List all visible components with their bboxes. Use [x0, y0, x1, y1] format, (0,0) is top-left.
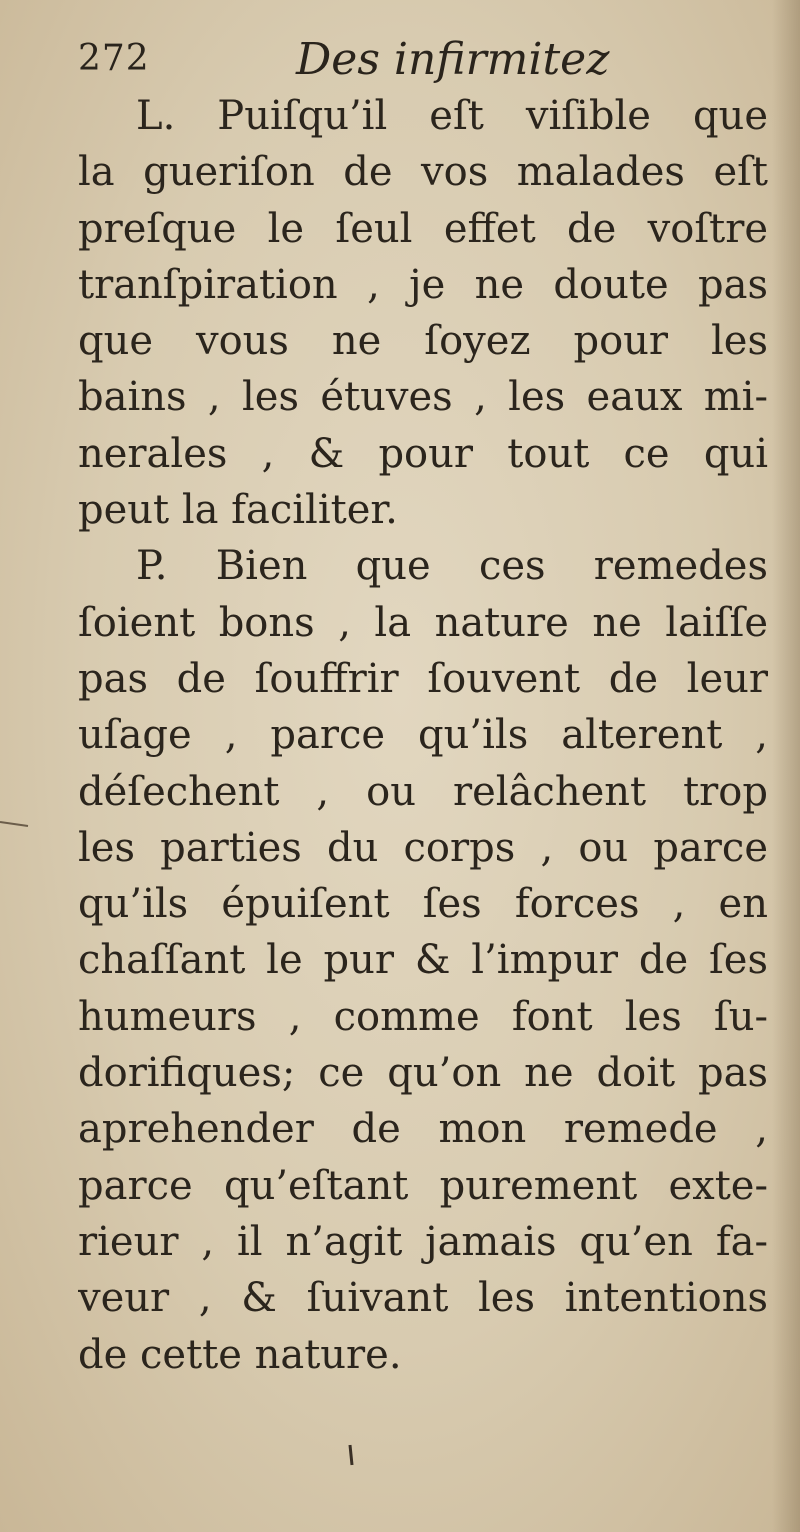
text-line: qu’ils épuiſent ſes forces , en [78, 881, 768, 928]
text-line: uſage , parce qu’ils alterent , [78, 712, 768, 759]
text-line: les parties du corps , ou parce [78, 824, 768, 871]
body-text [78, 88, 768, 1383]
text-line: veur , & ſuivant les intentions [78, 1275, 768, 1322]
text-line: L. Puiſqu’il eſt viſible que [136, 93, 768, 139]
text-line: tranſpiration , je ne doute pas [78, 261, 768, 308]
text-line: la gueriſon de vos malades eſt [78, 149, 768, 196]
text-line: que vous ne ſoyez pour les [78, 318, 768, 365]
text-line: déſechent , ou relâchent trop [78, 768, 768, 815]
text-line: P. Bien que ces remedes [136, 543, 768, 590]
text-line: humeurs , comme font les ſu- [78, 993, 768, 1040]
text-line: ſoient bons , la nature ne laiſſe [78, 599, 768, 646]
text-line: rieur , il n’agit jamais qu’en fa- [78, 1218, 768, 1265]
text-line: dorifiques; ce qu’on ne doit pas [78, 1050, 768, 1097]
text-line: aprehender de mon remede , [78, 1106, 768, 1153]
text-line: preſque le ſeul effet de voſtre [78, 205, 768, 252]
page-number: 272 [78, 38, 150, 79]
paragraph-p [78, 538, 768, 1382]
running-header [78, 30, 758, 90]
text-line: nerales , & pour tout ce qui [78, 430, 768, 477]
page-gutter-shadow [772, 0, 800, 1532]
running-title: Des infirmitez [296, 34, 610, 85]
paragraph-l [78, 88, 768, 538]
ink-speck [350, 1445, 352, 1465]
text-line: pas de ſouffrir ſouvent de leur [78, 655, 768, 702]
margin-mark [0, 822, 28, 826]
text-line: parce qu’eſtant purement exte- [78, 1162, 768, 1209]
text-line: bains , les étuves , les eaux mi- [78, 374, 768, 421]
text-line: chaſſant le pur & l’impur de ſes [78, 937, 768, 984]
text-line: peut la faciliter. [78, 487, 398, 534]
text-line: de cette nature. [78, 1331, 402, 1378]
